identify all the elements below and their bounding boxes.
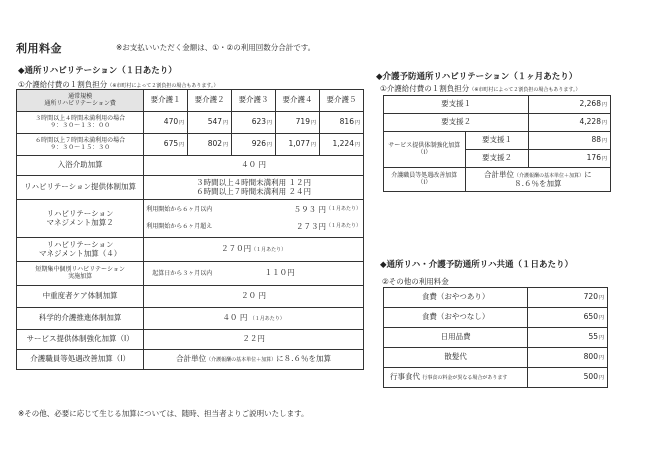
table-row	[384, 348, 608, 368]
rate-row-label: ６時間以上７時間未満利用の場合 ９：３０～１５：３０	[17, 134, 144, 156]
service-support-2: 要支援２	[465, 150, 529, 168]
daily-goods-label: 日用品費	[384, 328, 528, 348]
rate-row-label: ３時間以上４時間未満利用の場合 ９：３０～１３：００	[17, 112, 144, 134]
care-level-4: 要介護４	[276, 90, 320, 112]
meal-nosnack-label: 食費（おやつなし）	[384, 308, 528, 328]
rate-cell: 547円	[188, 112, 232, 134]
care-level-1: 要介護１	[144, 90, 188, 112]
intensive-label: 短期集中個別リハビリテーション 実施加算	[17, 262, 144, 286]
table-row	[384, 368, 608, 388]
page-title: 利用料金	[16, 42, 62, 55]
table-row	[384, 328, 608, 348]
service1-label: サービス提供体制強化加算（Ⅰ）	[17, 330, 144, 350]
corner-label: 通常規模 通所リハビリテーション費	[17, 90, 144, 112]
rate-cell: 719円	[276, 112, 320, 134]
care-level-2: 要介護２	[188, 90, 232, 112]
service1-value: ２２円	[144, 330, 364, 350]
bathing-label: 入浴介助加算	[17, 156, 144, 176]
daily-goods-value: 55円	[528, 328, 608, 348]
rate-cell: 1,224円	[320, 134, 364, 156]
bathing-value: ４０ 円	[144, 156, 364, 176]
footer-note: ※その他、必要に応じて生じる加算については、随時、担当者よりご説明いたします。	[18, 409, 309, 418]
treatment-label: 介護職員等処遇改善加算（Ⅰ）	[17, 350, 144, 370]
rate-cell: 926円	[232, 134, 276, 156]
table-row	[17, 112, 364, 134]
care-level-5: 要介護５	[320, 90, 364, 112]
severe-label: 中重度者ケア体制加算	[17, 286, 144, 308]
table-row	[384, 132, 611, 150]
science-value: ４０ 円 （１月あたり）	[144, 308, 364, 330]
mgmt4-label: リハビリテーション マネジメント加算（４）	[17, 238, 144, 262]
right-fee-table	[383, 95, 611, 192]
left-heading: ◆通所リハビリテーション（１日あたり）	[18, 66, 177, 76]
mgmt4-value: ２７０円（１月あたり）	[144, 238, 364, 262]
meal-snack-label: 食費（おやつあり）	[384, 288, 528, 308]
table-row	[17, 134, 364, 156]
left-subheading: ①介護給付費の１割負担分（※市町村によって２割負担の場合もあります。）	[18, 80, 219, 89]
right-heading: ◆介護予防通所リハビリテーション（１ヶ月あたり）	[376, 72, 578, 82]
table-row	[17, 238, 364, 262]
service-support-1-value: 88円	[529, 132, 611, 150]
other-fees-table	[383, 287, 608, 388]
intensive-value: 起算日から３ヶ月以内 １１０円	[144, 262, 364, 286]
rate-cell: 816円	[320, 112, 364, 134]
meal-snack-value: 720円	[528, 288, 608, 308]
table-row	[17, 350, 364, 370]
support-1-value: 2,268円	[529, 96, 611, 114]
severe-value: ２０ 円	[144, 286, 364, 308]
haircut-value: 800円	[528, 348, 608, 368]
service-support-1: 要支援１	[465, 132, 529, 150]
rate-cell: 623円	[232, 112, 276, 134]
table-row	[17, 330, 364, 350]
left-fee-table	[16, 89, 364, 370]
common-heading: ◆通所リハ・介護予防通所リハ共通（１日あたり）	[380, 260, 574, 270]
table-row	[17, 308, 364, 330]
treatment-value: 合計単位（介護報酬の基本単位＋加算）に８.６％を加算	[144, 350, 364, 370]
mgmt2-label: リハビリテーション マネジメント加算２	[17, 200, 144, 238]
rehab-provision-value: ３時間以上４時間未満利用 １２円 ６時間以上７時間未満利用 ２４円	[144, 176, 364, 200]
rate-cell: 1,077円	[276, 134, 320, 156]
meal-nosnack-value: 650円	[528, 308, 608, 328]
support-2-value: 4,228円	[529, 114, 611, 132]
support-2-label: 要支援２	[384, 114, 529, 132]
rate-cell: 802円	[188, 134, 232, 156]
right-subheading: ①介護給付費の１割負担分（※市町村によって２割負担の場合もあります。）	[380, 84, 581, 93]
rehab-provision-label: リハビリテーション提供体制加算	[17, 176, 144, 200]
table-row	[17, 200, 364, 238]
rate-cell: 675円	[144, 134, 188, 156]
table-row	[384, 114, 611, 132]
service-support-2-value: 176円	[529, 150, 611, 168]
table-row	[17, 262, 364, 286]
table-row	[17, 156, 364, 176]
service-label: サービス提供体制強化加算 （Ⅰ）	[384, 132, 466, 168]
support-1-label: 要支援１	[384, 96, 529, 114]
table-row	[384, 308, 608, 328]
science-label: 科学的介護推進体制加算	[17, 308, 144, 330]
right-treatment-label: 介護職員等処遇改善加算 （Ⅰ）	[384, 168, 466, 192]
payment-note: ※お支払いいただく金額は、①・②の利用回数分合計です。	[116, 43, 316, 52]
event-meal-value: 500円	[528, 368, 608, 388]
table-row	[384, 96, 611, 114]
event-meal-label: 行事食代 行事食の料金が異なる場合があります	[384, 368, 528, 388]
care-level-3: 要介護３	[232, 90, 276, 112]
table-row	[17, 286, 364, 308]
table-row	[384, 288, 608, 308]
rate-cell: 470円	[144, 112, 188, 134]
haircut-label: 散髪代	[384, 348, 528, 368]
table-row	[17, 176, 364, 200]
table-row	[384, 168, 611, 192]
right-treatment-value: 合計単位（介護報酬の基本単位＋加算）に ８.６％を加算	[465, 168, 610, 192]
other-fees-subheading: ②その他の利用料金	[382, 277, 449, 286]
mgmt2-value: 利用開始から６ヶ月以内 ５９３ 円 （１月あたり） 利用開始から６ヶ月超え ２７３円 （１月あたり）	[144, 200, 364, 238]
